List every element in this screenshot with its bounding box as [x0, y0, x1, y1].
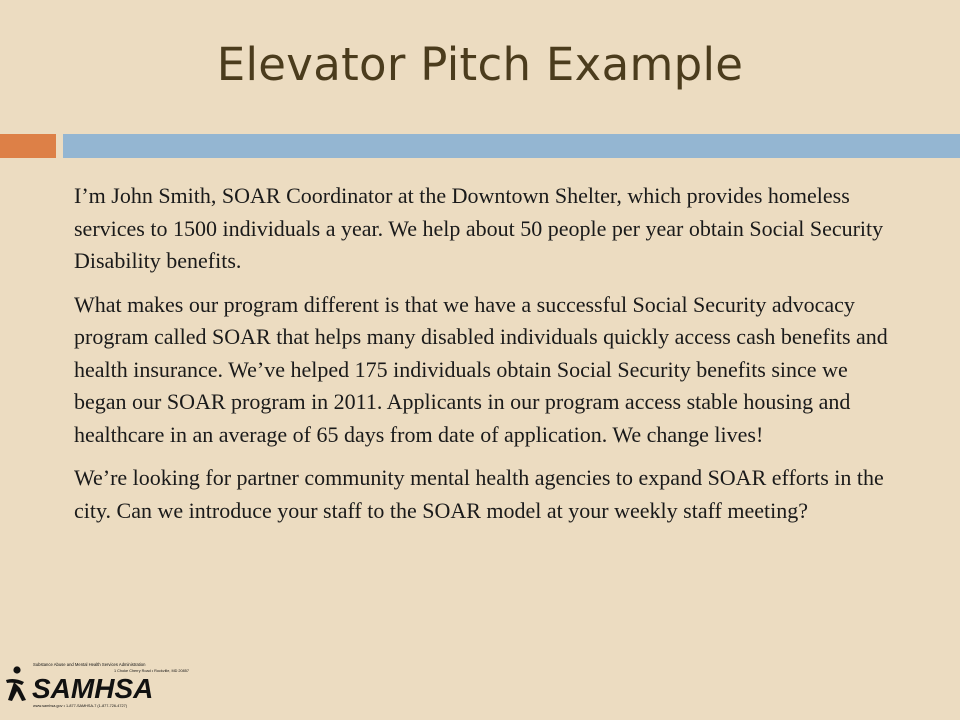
accent-bar-blue — [63, 134, 960, 158]
paragraph-program: What makes our program different is that we have a successful Social Security advocacy program called SOAR that helps many disabled individuals quickly access cash benefits and health insurance. We’ve helped 175 individuals obtain Social Security benefits since we began our SOAR program in 2011. Applicants in our program access stable housing and healthcare in an average of 65 days from date of application. We change lives! — [74, 291, 888, 447]
slide-title: Elevator Pitch Example — [216, 38, 744, 91]
paragraph-introduction: I’m John Smith, SOAR Coordinator at the Downtown Shelter, which provides homeless services to 1500 individuals a year. We help about 50 people per year obtain Social Security Disability benefits. — [74, 183, 884, 273]
paragraph-ask: We’re looking for partner community mental health agencies to expand SOAR efforts in the city. Can we introduce your staff to the SOAR model at your weekly staff meeting? — [74, 465, 884, 523]
accent-bar-orange — [0, 134, 56, 158]
samhsa-logo — [4, 660, 189, 710]
logo-wordmark: SAMHSA — [32, 673, 154, 704]
logo-contact: www.samhsa.gov • 1-877-SAMHSA-7 (1-877-726-4727) — [33, 704, 127, 708]
slide-body — [74, 180, 894, 538]
logo-tagline: Substance Abuse and Mental Health Services Administration — [33, 662, 146, 667]
samhsa-figure-icon — [6, 666, 26, 701]
logo-address: 1 Choke Cherry Road • Rockville, MD 20857 — [114, 669, 189, 673]
